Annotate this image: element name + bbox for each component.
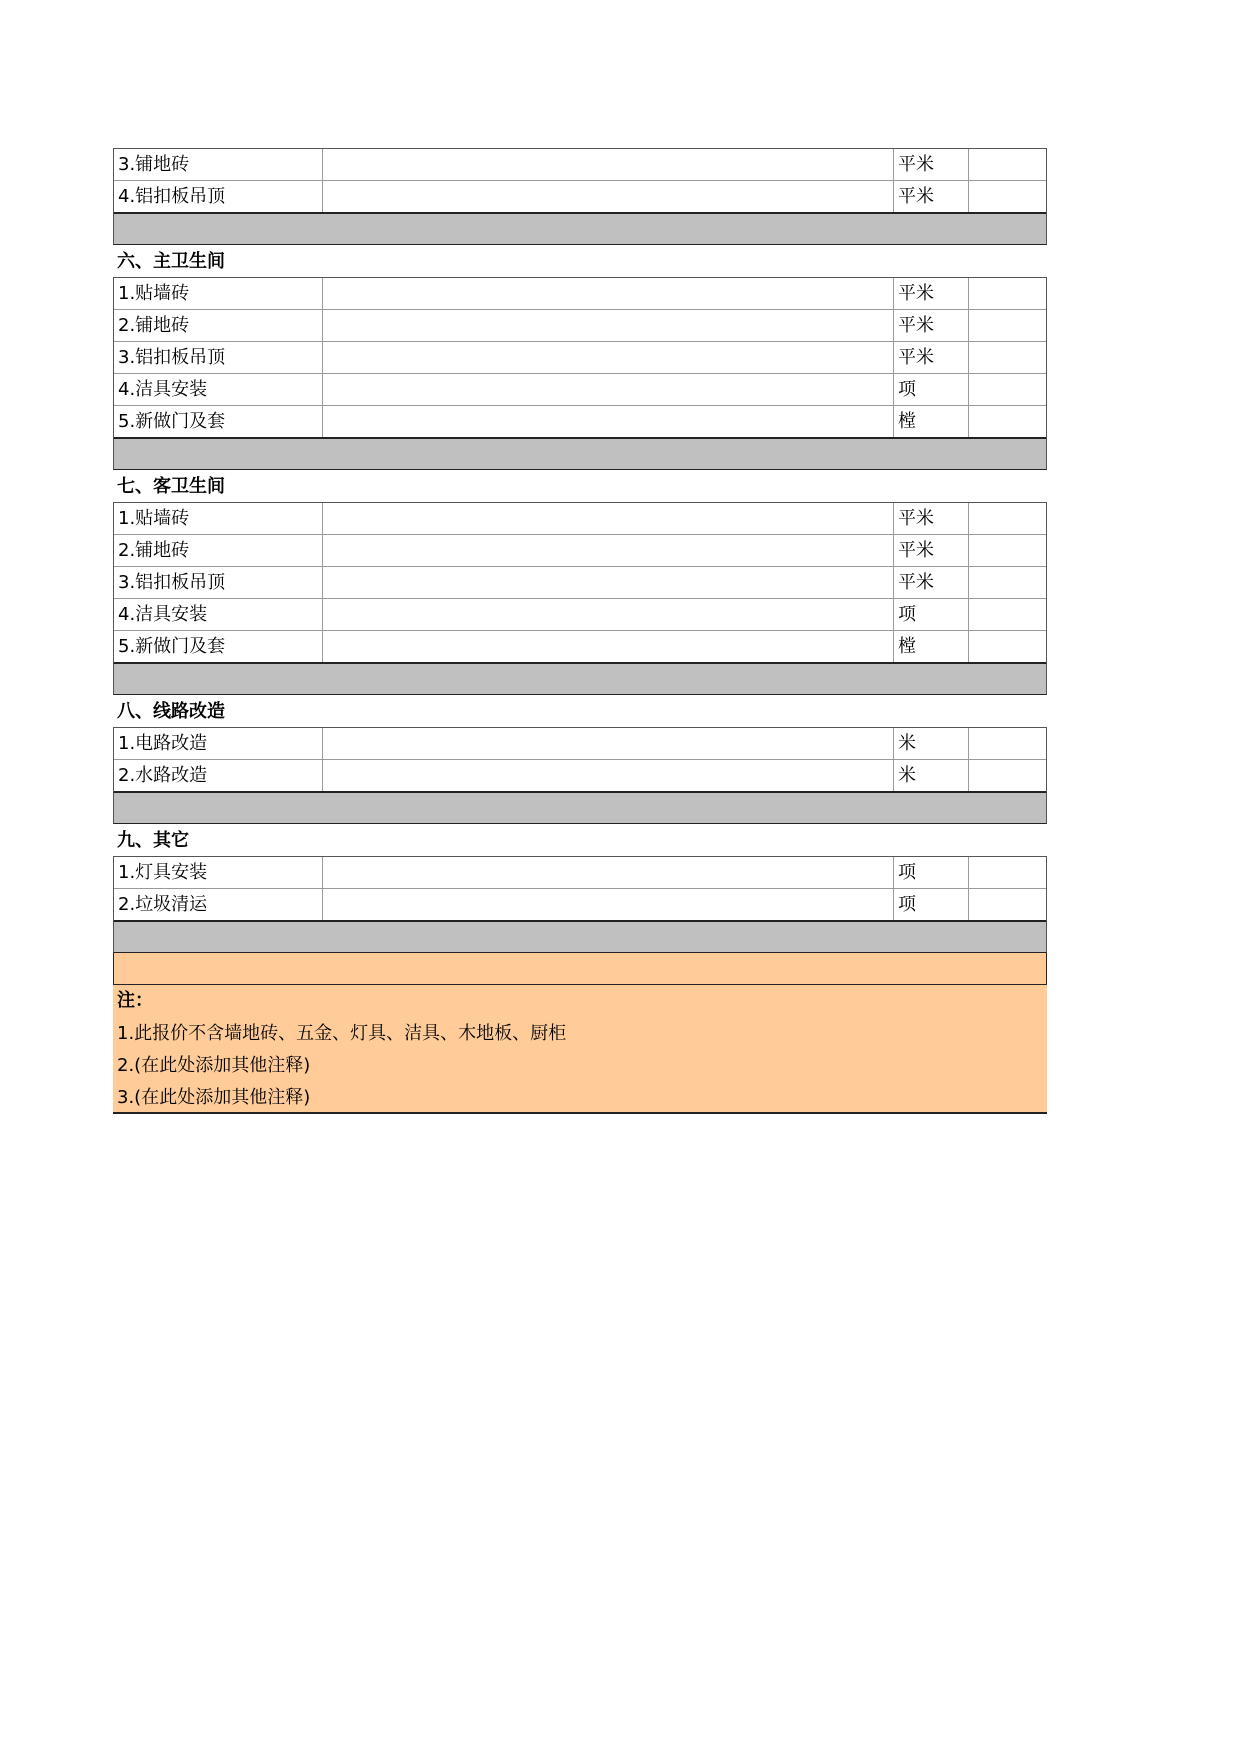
unit-cell[interactable]: 米: [894, 760, 969, 791]
unit-cell[interactable]: 项: [894, 889, 969, 920]
item-desc-cell[interactable]: [323, 503, 894, 534]
qty-cell[interactable]: [969, 278, 1046, 309]
section-title: 六、主卫生间: [117, 251, 225, 272]
item-name-cell[interactable]: 5.新做门及套: [114, 406, 323, 437]
table-row: [114, 149, 1046, 181]
notes-block: [113, 985, 1047, 1114]
item-name-cell[interactable]: 2.铺地砖: [114, 310, 323, 341]
unit-cell[interactable]: 平米: [894, 503, 969, 534]
item-desc-cell[interactable]: [323, 599, 894, 630]
unit-cell[interactable]: 米: [894, 728, 969, 759]
subtotal-row[interactable]: [113, 663, 1047, 695]
qty-cell[interactable]: [969, 599, 1046, 630]
item-name-cell[interactable]: 5.新做门及套: [114, 631, 323, 662]
section-title: 八、线路改造: [117, 701, 225, 722]
subtotal-row[interactable]: [113, 438, 1047, 470]
qty-cell[interactable]: [969, 631, 1046, 662]
subtotal-row[interactable]: [113, 792, 1047, 824]
table-row: [114, 631, 1046, 663]
unit-cell[interactable]: 樘: [894, 631, 969, 662]
qty-cell[interactable]: [969, 149, 1046, 180]
table-block: [113, 856, 1047, 921]
item-name-cell[interactable]: 4.铝扣板吊顶: [114, 181, 323, 212]
unit-cell[interactable]: 樘: [894, 406, 969, 437]
item-name-cell[interactable]: 1.贴墙砖: [114, 278, 323, 309]
unit-cell[interactable]: 项: [894, 374, 969, 405]
item-desc-cell[interactable]: [323, 567, 894, 598]
table-row: [114, 857, 1046, 889]
table-block: [113, 727, 1047, 792]
item-desc-cell[interactable]: [323, 149, 894, 180]
item-desc-cell[interactable]: [323, 181, 894, 212]
item-desc-cell[interactable]: [323, 631, 894, 662]
unit-cell[interactable]: 平米: [894, 342, 969, 373]
item-name-cell[interactable]: 2.铺地砖: [114, 535, 323, 566]
item-desc-cell[interactable]: [323, 535, 894, 566]
item-desc-cell[interactable]: [323, 342, 894, 373]
grand-total-row[interactable]: [113, 953, 1047, 985]
unit-cell[interactable]: 项: [894, 857, 969, 888]
note-line[interactable]: 2.(在此处添加其他注释): [117, 1055, 311, 1076]
unit-cell[interactable]: 平米: [894, 278, 969, 309]
qty-cell[interactable]: [969, 406, 1046, 437]
section-title: 七、客卫生间: [117, 476, 225, 497]
table-row: [114, 535, 1046, 567]
unit-cell[interactable]: 平米: [894, 310, 969, 341]
item-desc-cell[interactable]: [323, 728, 894, 759]
table-row: [114, 278, 1046, 310]
table-row: [114, 310, 1046, 342]
qty-cell[interactable]: [969, 342, 1046, 373]
item-name-cell[interactable]: 1.灯具安装: [114, 857, 323, 888]
qty-cell[interactable]: [969, 889, 1046, 920]
item-desc-cell[interactable]: [323, 889, 894, 920]
unit-cell[interactable]: 平米: [894, 567, 969, 598]
qty-cell[interactable]: [969, 567, 1046, 598]
item-desc-cell[interactable]: [323, 857, 894, 888]
qty-cell[interactable]: [969, 857, 1046, 888]
table-row: [114, 567, 1046, 599]
qty-cell[interactable]: [969, 374, 1046, 405]
item-desc-cell[interactable]: [323, 406, 894, 437]
qty-cell[interactable]: [969, 760, 1046, 791]
section-title: 九、其它: [117, 830, 189, 851]
table-row: [114, 406, 1046, 438]
notes-heading: 注：: [117, 990, 153, 1011]
item-name-cell[interactable]: 1.贴墙砖: [114, 503, 323, 534]
note-line[interactable]: 3.(在此处添加其他注释): [117, 1087, 311, 1108]
table-row: [114, 599, 1046, 631]
table-row: [114, 760, 1046, 792]
table-row: [114, 342, 1046, 374]
table-block: [113, 502, 1047, 663]
table-block: [113, 148, 1047, 213]
table-row: [114, 889, 1046, 921]
item-desc-cell[interactable]: [323, 310, 894, 341]
item-name-cell[interactable]: 3.铺地砖: [114, 149, 323, 180]
unit-cell[interactable]: 平米: [894, 535, 969, 566]
item-name-cell[interactable]: 4.洁具安装: [114, 599, 323, 630]
item-name-cell[interactable]: 2.水路改造: [114, 760, 323, 791]
table-row: [114, 728, 1046, 760]
subtotal-row[interactable]: [113, 921, 1047, 953]
item-name-cell[interactable]: 1.电路改造: [114, 728, 323, 759]
item-desc-cell[interactable]: [323, 374, 894, 405]
qty-cell[interactable]: [969, 728, 1046, 759]
subtotal-row[interactable]: [113, 213, 1047, 245]
qty-cell[interactable]: [969, 535, 1046, 566]
table-row: [114, 503, 1046, 535]
qty-cell[interactable]: [969, 503, 1046, 534]
item-desc-cell[interactable]: [323, 278, 894, 309]
quote-sheet: [113, 148, 1047, 1114]
table-row: [114, 374, 1046, 406]
qty-cell[interactable]: [969, 310, 1046, 341]
unit-cell[interactable]: 平米: [894, 181, 969, 212]
table-row: [114, 181, 1046, 213]
item-name-cell[interactable]: 3.铝扣板吊顶: [114, 567, 323, 598]
item-name-cell[interactable]: 4.洁具安装: [114, 374, 323, 405]
note-line[interactable]: 1.此报价不含墙地砖、五金、灯具、洁具、木地板、厨柜: [117, 1023, 567, 1044]
table-block: [113, 277, 1047, 438]
unit-cell[interactable]: 项: [894, 599, 969, 630]
item-name-cell[interactable]: 2.垃圾清运: [114, 889, 323, 920]
qty-cell[interactable]: [969, 181, 1046, 212]
item-desc-cell[interactable]: [323, 760, 894, 791]
unit-cell[interactable]: 平米: [894, 149, 969, 180]
item-name-cell[interactable]: 3.铝扣板吊顶: [114, 342, 323, 373]
